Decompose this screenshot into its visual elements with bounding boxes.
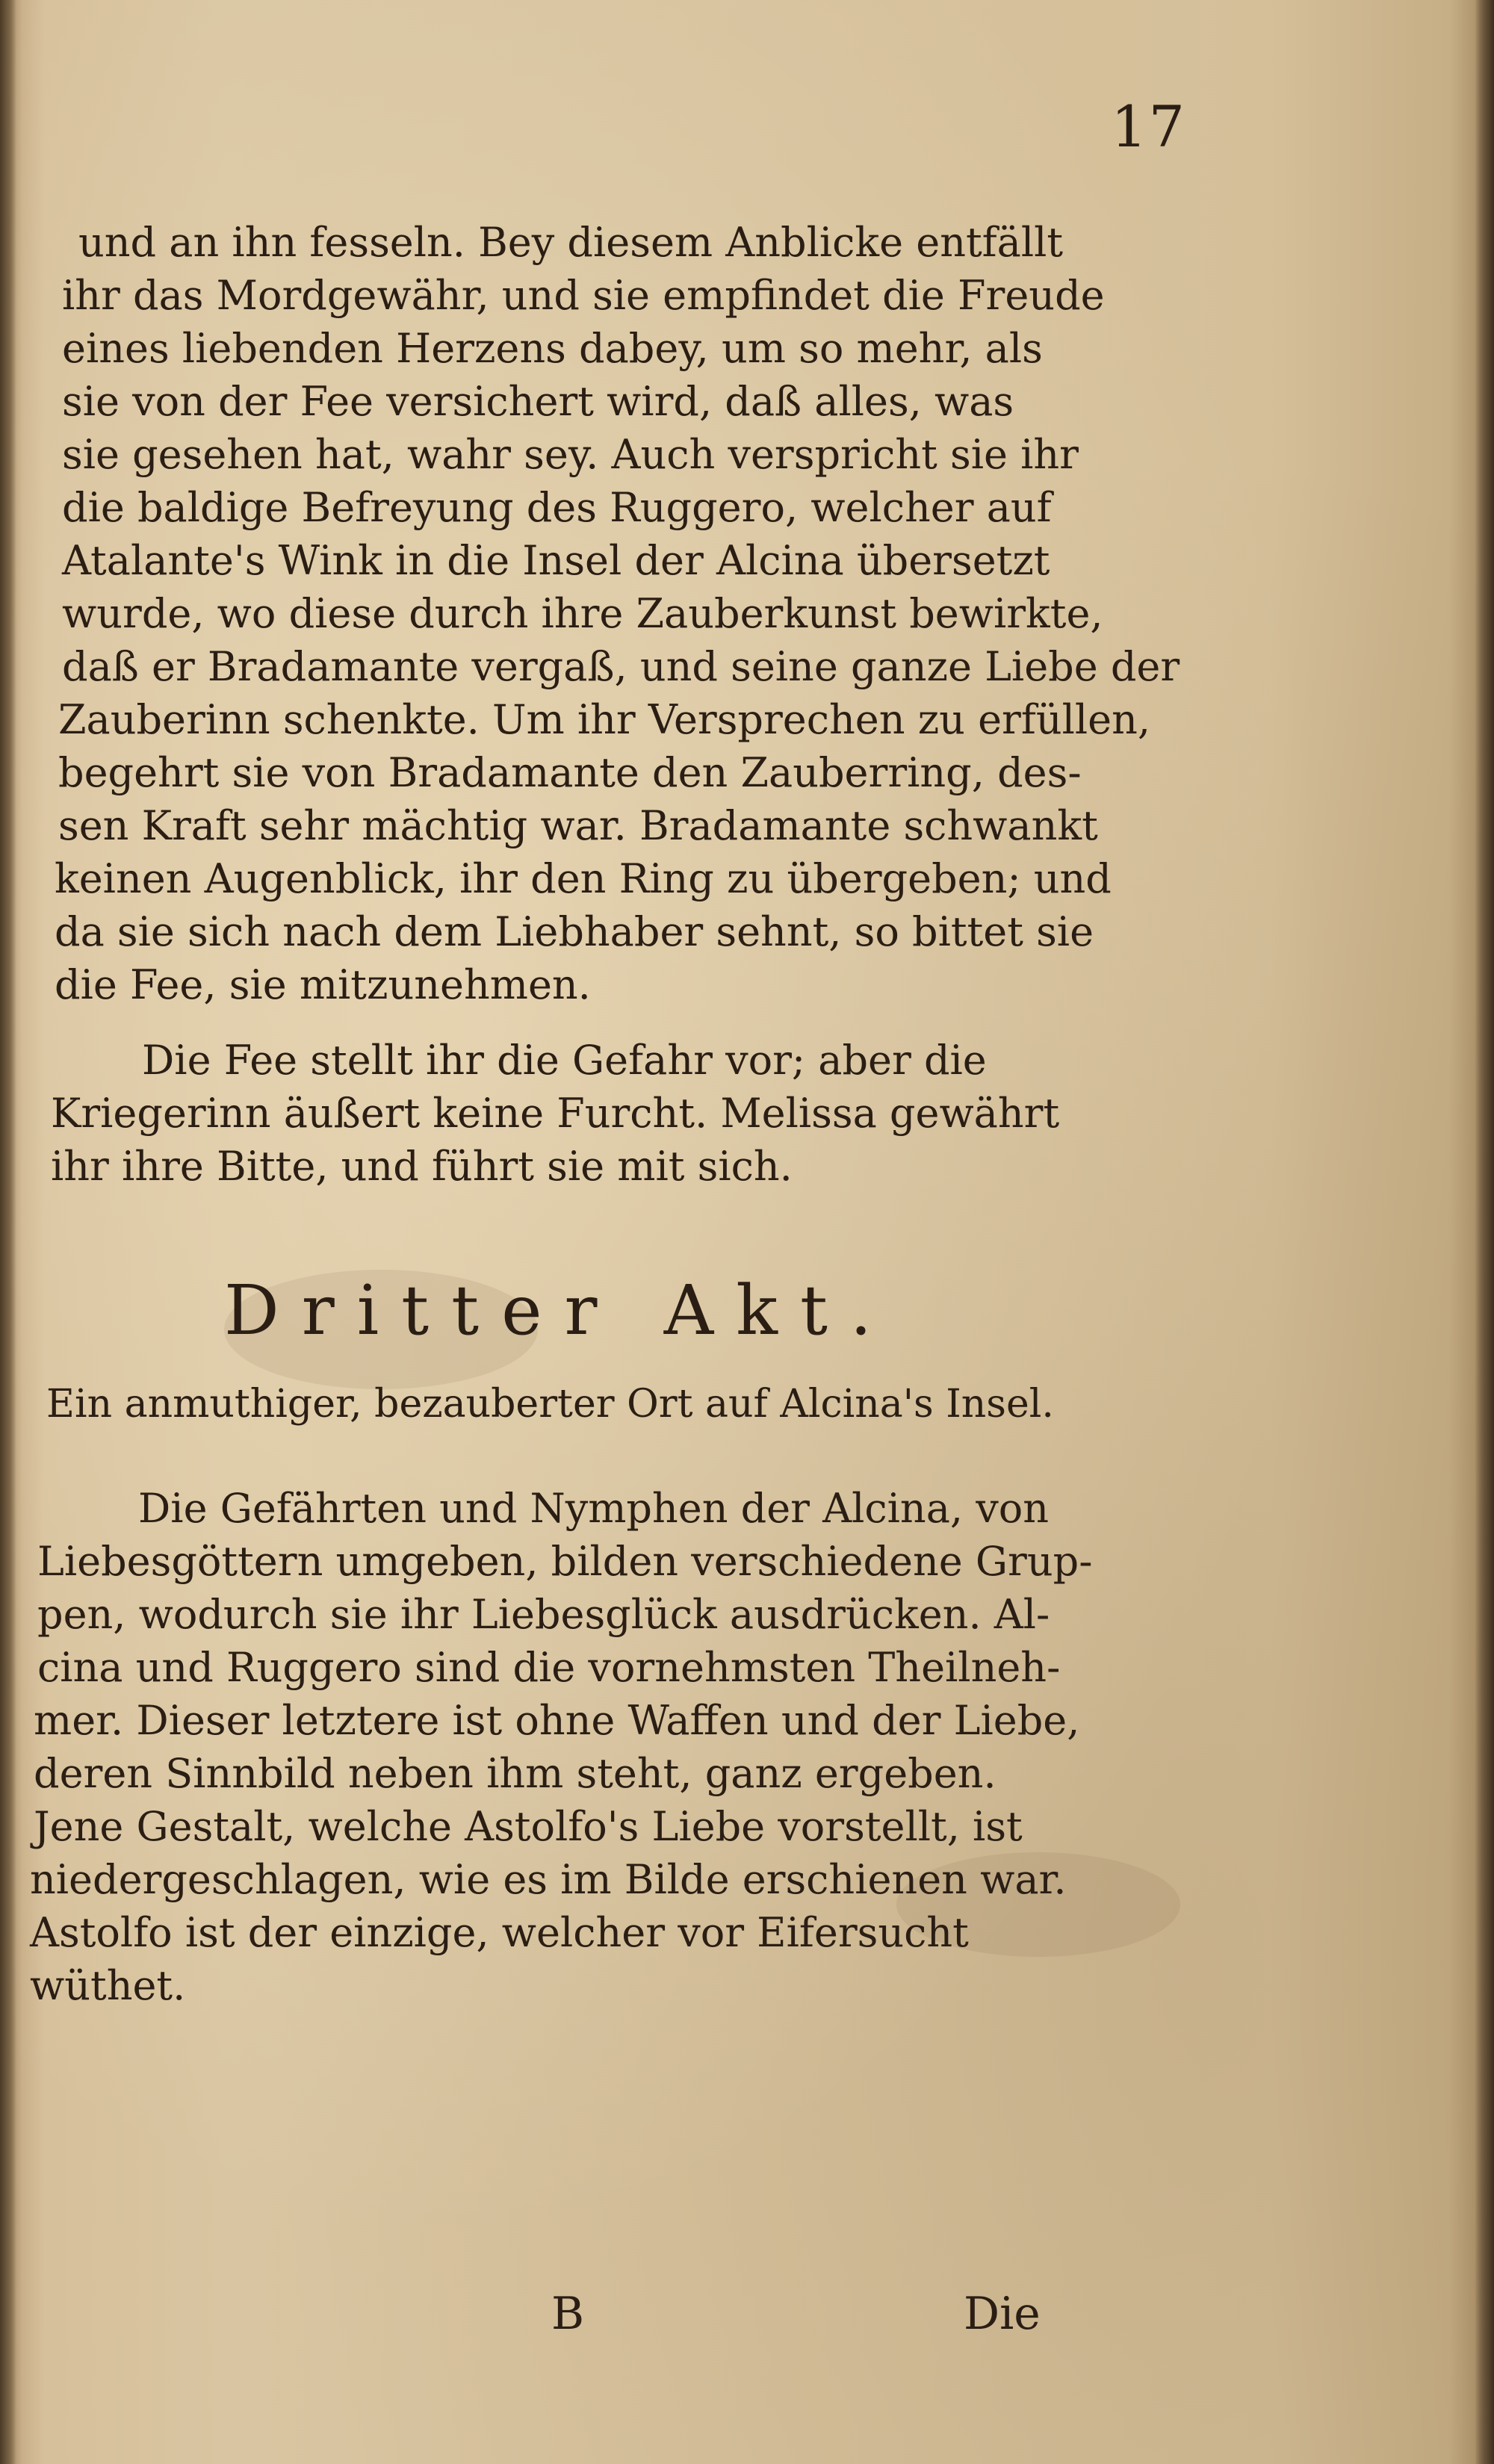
text-line: Die Gefährten und Nymphen der Alcina, von: [138, 1485, 1050, 1532]
signature-mark: B: [551, 2288, 585, 2340]
text-line: die Fee, sie mitzunehmen.: [55, 961, 591, 1008]
act-heading: Dritter Akt.: [224, 1270, 895, 1350]
text-line: Astolfo ist der einzige, welcher vor Eifersucht: [30, 1909, 969, 1956]
text-line: deren Sinnbild neben ihm steht, ganz ergeben.: [34, 1750, 996, 1797]
text-line: sen Kraft sehr mächtig war. Bradamante schwankt: [58, 802, 1098, 849]
text-line: Die Fee stellt ihr die Gefahr vor; aber die: [142, 1037, 987, 1084]
text-line: ihr das Mordgewähr, und sie empfindet die Freude: [62, 272, 1105, 319]
text-line: und an ihn fesseln. Bey diesem Anblicke entfällt: [78, 219, 1064, 266]
text-line: daß er Bradamante vergaß, und seine ganze Liebe der: [62, 643, 1180, 690]
page-binding-edge: [0, 0, 16, 2464]
text-line: Liebesgöttern umgeben, bilden verschiedene Grup-: [37, 1538, 1093, 1585]
text-line: Zauberinn schenkte. Um ihr Versprechen zu erfüllen,: [58, 696, 1151, 743]
text-line: wurde, wo diese durch ihre Zauberkunst bewirkte,: [62, 590, 1103, 637]
text-line: keinen Augenblick, ihr den Ring zu übergeben; und: [55, 855, 1112, 902]
text-line: wüthet.: [30, 1962, 186, 2009]
text-line: die baldige Befreyung des Ruggero, welcher auf: [62, 484, 1052, 531]
text-line: Atalante's Wink in die Insel der Alcina übersetzt: [62, 537, 1050, 584]
page-number: 17: [1111, 93, 1186, 160]
text-line: sie gesehen hat, wahr sey. Auch verspricht sie ihr: [62, 431, 1079, 478]
text-line: niedergeschlagen, wie es im Bilde erschienen war.: [30, 1856, 1067, 1903]
text-line: cina und Ruggero sind die vornehmsten Theilneh-: [37, 1644, 1061, 1691]
text-line: begehrt sie von Bradamante den Zauberring, des-: [58, 749, 1082, 796]
text-line: mer. Dieser letztere ist ohne Waffen und der Liebe,: [34, 1697, 1080, 1744]
text-line: ihr ihre Bitte, und führt sie mit sich.: [51, 1143, 793, 1190]
text-line: sie von der Fee versichert wird, daß alles, was: [62, 378, 1014, 425]
text-line: eines liebenden Herzens dabey, um so mehr, als: [62, 325, 1043, 372]
text-line: Jene Gestalt, welche Astolfo's Liebe vorstellt, ist: [34, 1803, 1023, 1850]
scene-description: Ein anmuthiger, bezauberter Ort auf Alcina's Insel.: [46, 1382, 1054, 1427]
page-right-edge: [1475, 0, 1494, 2464]
text-line: da sie sich nach dem Liebhaber sehnt, so bittet sie: [55, 908, 1094, 955]
text-line: pen, wodurch sie ihr Liebesglück ausdrücken. Al-: [37, 1591, 1050, 1638]
text-line: Kriegerinn äußert keine Furcht. Melissa gewährt: [51, 1090, 1060, 1137]
catchword: Die: [964, 2288, 1041, 2340]
